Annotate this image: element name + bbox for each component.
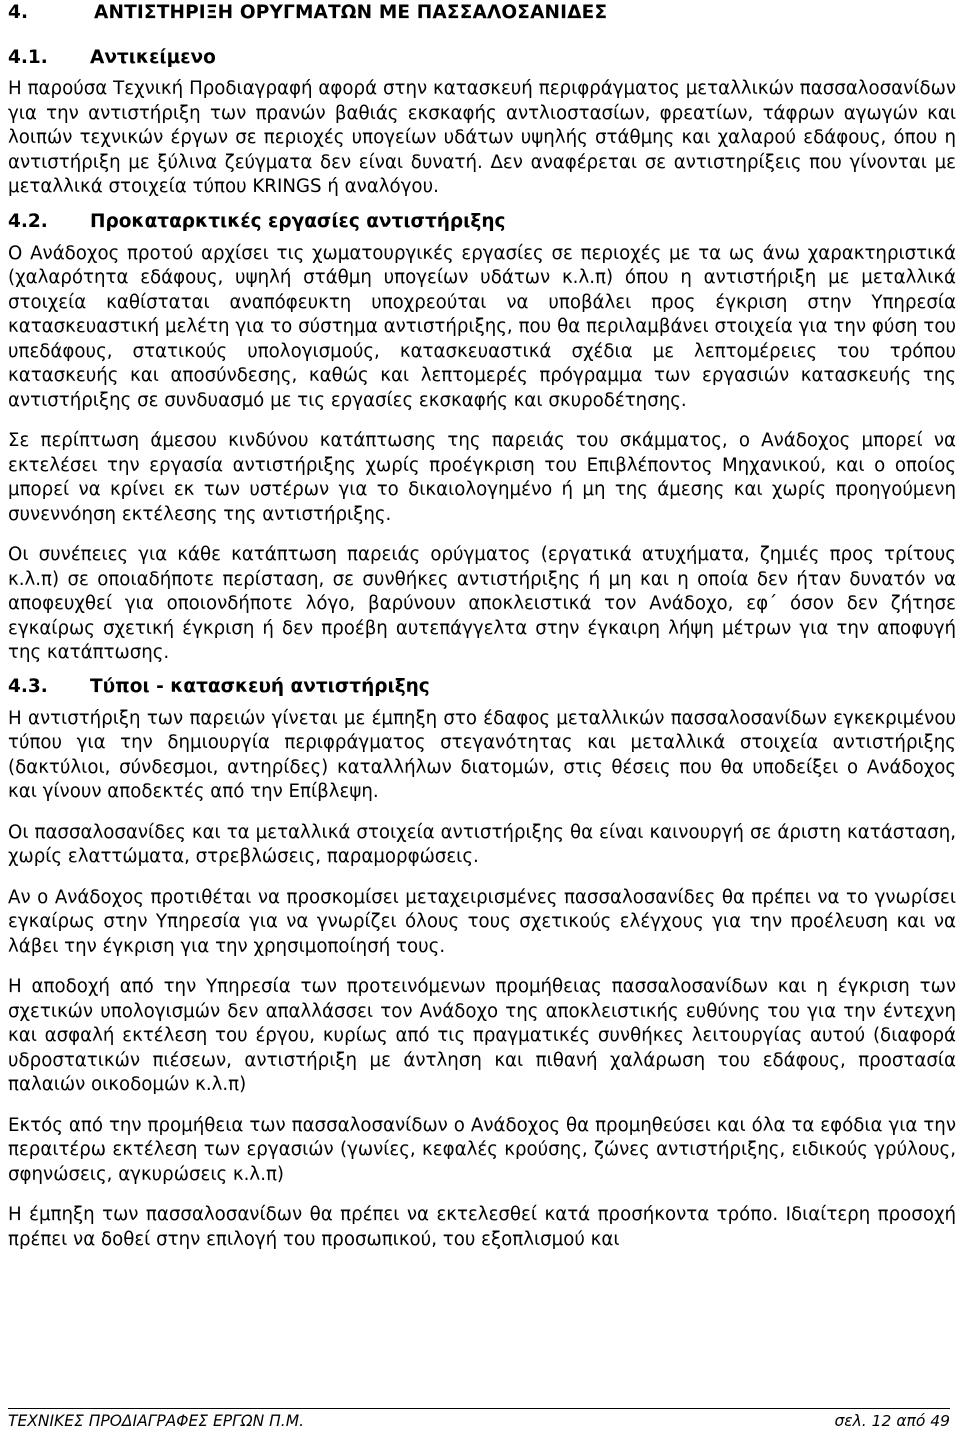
subsection-number: 4.1. xyxy=(8,47,48,68)
section-title: ΑΝΤΙΣΤΗΡΙΞΗ ΟΡΥΓΜΑΤΩΝ ΜΕ ΠΑΣΣΑΛΟΣΑΝΙΔΕΣ xyxy=(94,2,608,23)
paragraph: Οι πασσαλοσανίδες και τα μεταλλικά στοιχεία αντιστήριξης θα είναι καινουργή σε άριστη κατάσταση, χωρίς ελαττώματα, στρεβλώσεις, παραμορφώσεις. xyxy=(8,821,956,867)
footer-page-number: σελ. 12 από 49 xyxy=(834,1412,950,1430)
subsection-heading-4-2 xyxy=(8,209,956,235)
subsection-title: Προκαταρκτικές εργασίες αντιστήριξης xyxy=(90,210,506,232)
paragraph: Οι συνέπειες για κάθε κατάπτωση παρειάς ορύγματος (εργατικά ατυχήματα, ζημιές προς τρίτους κ.λ.π) σε οποιαδήποτε περίσταση, σε συνθήκες αντιστήριξης ή μη και η οποία δεν ήταν δυνατόν να αποφευχθεί για οποιονδήποτε λόγο, βαρύνουν αποκλειστικά τον Ανάδοχο, εφ΄ όσον δεν ζήτησε εγκαίρως σχετική έγκριση ή δεν προέβη αυτεπάγγελτα στην έγκαιρη λήψη μέτρων για την αποφυγή της κατάπτωσης. xyxy=(8,544,956,663)
paragraph: Ο Ανάδοχος προτού αρχίσει τις χωματουργικές εργασίες σε περιοχές με τα ως άνω χαρακτηριστικά (χαλαρότητα εδάφους, υψηλή στάθμη υπογείων υδάτων κ.λ.π) όπου η αντιστήριξη με μεταλλικά στοιχεία καθίσταται αναπόφευκτη υποχρεούται να υποβάλει προς έγκριση στην Υπηρεσία κατασκευαστική μελέτη για το σύστημα αντιστήριξης, που θα περιλαμβάνει στοιχεία για την φύση του υπεδάφους, στατικούς υπολογισμούς, κατασκευαστικά σχέδια με λεπτομέρειες του τρόπου κατασκευής και αποσύνδεσης, καθώς και λεπτομερές πρόγραμμα των εργασιών κατασκευής της αντιστήριξης σε συνδυασμό με τις εργασίες εκσκαφής και σκυροδέτησης. xyxy=(8,242,956,411)
paragraph: Εκτός από την προμήθεια των πασσαλοσανίδων ο Ανάδοχος θα προμηθεύσει και όλα τα εφόδια για την περαιτέρω εκτέλεση των εργασιών (γωνίες, κεφαλές κρούσης, ζώνες αντιστήριξης, ειδικούς γρύλους, σφηνώσεις, αγκυρώσεις κ.λ.π) xyxy=(8,1114,956,1185)
subsection-number: 4.3. xyxy=(8,675,48,697)
paragraph: Η έμπηξη των πασσαλοσανίδων θα πρέπει να εκτελεσθεί κατά προσήκοντα τρόπο. Ιδιαίτερη προσοχή πρέπει να δοθεί στην επιλογή του προσωπικού, του εξοπλισμού και xyxy=(8,1204,956,1250)
subsection-number: 4.2. xyxy=(8,210,48,232)
footer-document-title: ΤΕΧΝΙΚΕΣ ΠΡΟΔΙΑΓΡΑΦΕΣ ΕΡΓΩΝ Π.Μ. xyxy=(8,1412,305,1430)
subsection-heading-4-1 xyxy=(8,45,956,71)
subsection-title: Αντικείμενο xyxy=(90,47,216,68)
subsection-heading-4-3 xyxy=(8,674,956,700)
section-number: 4. xyxy=(8,2,29,23)
paragraph: Η αποδοχή από την Υπηρεσία των προτεινόμενων προμήθειας πασσαλοσανίδων και η έγκριση των σχετικών υπολογισμών δεν απαλλάσσει τον Ανάδοχο της αποκλειστικής ευθύνης του για την έντεχνη και ασφαλή εκτέλεση του έργου, κυρίως από τις πραγματικές συνθήκες λειτουργίας αυτού (διαφορά υδροστατικών πιέσεων, αντιστήριξη με άντληση και πιθανή χαλάρωση του εδάφους, προστασία παλαιών οικοδομών κ.λ.π) xyxy=(8,976,956,1095)
paragraph: Η αντιστήριξη των παρειών γίνεται με έμπηξη στο έδαφος μεταλλικών πασσαλοσανίδων εγκεκριμένου τύπου για την δημιουργία περιφράγματος στεγανότητας και μεταλλικά στοιχεία αντιστήριξης (δακτύλιοι, σύνδεσμοι, αντηρίδες) καταλλήλων διατομών, στις θέσεις που θα υποδείξει ο Ανάδοχος και γίνουν αποδεκτές από την Επίβλεψη. xyxy=(8,707,956,802)
paragraph: Η παρούσα Τεχνική Προδιαγραφή αφορά στην κατασκευή περιφράγματος μεταλλικών πασσαλοσανίδων για την αντιστήριξη των πρανών βαθιάς εκσκαφής αντλιοστασίων, φρεατίων, τάφρων αγωγών και λοιπών τεχνικών έργων σε περιοχές υπογείων υδάτων υψηλής στάθμης και χαλαρού εδάφους, όπου η αντιστήριξη με ξύλινα ζεύγματα δεν είναι δυνατή. Δεν αναφέρεται σε αντιστηρίξεις που γίνονται με μεταλλικά στοιχεία τύπου KRINGS ή αναλόγου. xyxy=(8,78,956,197)
paragraph: Αν ο Ανάδοχος προτιθέται να προσκομίσει μεταχειρισμένες πασσαλοσανίδες θα πρέπει να το γνωρίσει εγκαίρως στην Υπηρεσία για να γνωρίζει όλους τους σχετικούς ελέγχους για την προέλευση και να λάβει την έγκριση για την χρησιμοποίησή τους. xyxy=(8,886,956,957)
section-heading xyxy=(8,0,956,26)
subsection-title: Τύποι - κατασκευή αντιστήριξης xyxy=(90,675,430,697)
page-footer xyxy=(8,1408,950,1430)
paragraph: Σε περίπτωση άμεσου κινδύνου κατάπτωσης της παρειάς του σκάμματος, ο Ανάδοχος μπορεί να εκτελέσει την εργασία αντιστήριξης χωρίς προέγκριση του Επιβλέποντος Μηχανικού, και ο οποίος μπορεί να κρίνει εκ των υστέρων για το δικαιολογημένο ή μη της άμεσης και χωρίς προηγούμενη συνεννόηση εκτέλεσης της αντιστήριξης. xyxy=(8,430,956,525)
